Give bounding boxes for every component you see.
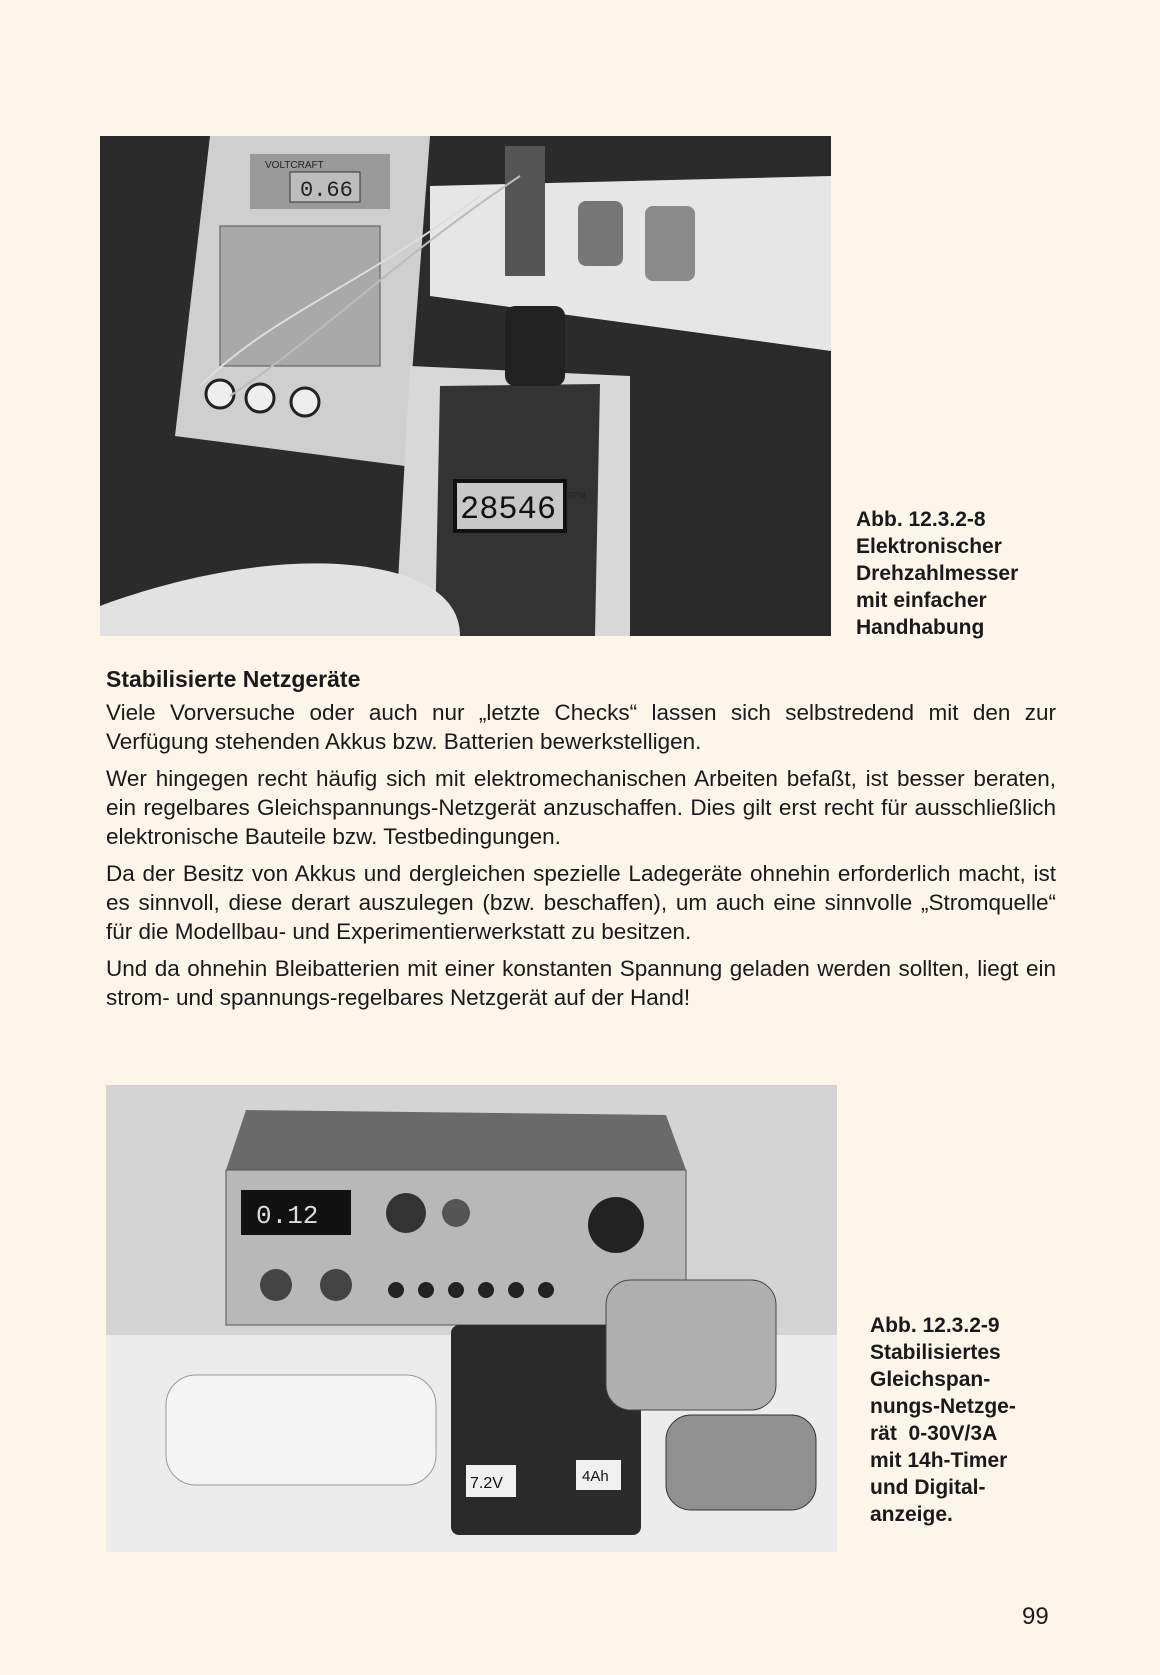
paragraph: Da der Besitz von Akkus und dergleichen spezielle Ladegeräte ohnehin erforderlich macht, ist es sinnvoll, diese derart auszulegen (bzw. beschaffen), um auch eine sinnvolle „Stromquelle“ für die Modellbau- und Experimentierwerkstatt zu besitzen. <box>106 861 1056 944</box>
body-text <box>106 698 1056 1020</box>
figure-photo-power-supply <box>106 1085 837 1552</box>
figure-caption-12-3-2-8 <box>856 506 1056 641</box>
multimeter-display: 0.66 <box>300 178 353 203</box>
battery-pack-cells <box>166 1375 436 1485</box>
figure-caption-12-3-2-9 <box>870 1312 1060 1528</box>
motor-icon <box>578 201 623 266</box>
socket-icon <box>206 380 234 408</box>
caption-line: Abb. 12.3.2-8 <box>856 508 986 531</box>
paragraph: Viele Vorversuche oder auch nur „letzte Checks“ lassen sich selbstredend mit den zur Verfügung stehenden Akkus bzw. Batterien bewerkstelligen. <box>106 700 1056 754</box>
battery-pack <box>606 1280 776 1410</box>
motor-icon <box>645 206 695 281</box>
knob-icon <box>386 1193 426 1233</box>
knob-icon <box>260 1269 292 1301</box>
caption-line: Stabilisiertes <box>870 1341 1001 1364</box>
battery-pack <box>666 1415 816 1510</box>
caption-line: mit 14h-Timer <box>870 1449 1008 1472</box>
caption-line: und Digital- <box>870 1476 986 1499</box>
knob-icon <box>320 1269 352 1301</box>
caption-line: Handhabung <box>856 616 985 639</box>
caption-line: mit einfacher <box>856 589 987 612</box>
tachometer-sensor <box>505 306 565 386</box>
psu-display: 0.12 <box>256 1201 319 1231</box>
tachometer-illustration <box>100 136 831 636</box>
motor-icon <box>505 146 545 276</box>
tachometer-display: 28546 <box>460 491 557 528</box>
section-heading: Stabilisierte Netzgeräte <box>106 666 361 692</box>
caption-line: Elektronischer <box>856 535 1002 558</box>
knob-icon <box>442 1199 470 1227</box>
socket-icon <box>246 384 274 412</box>
tachometer-unit: RPM <box>568 491 586 500</box>
battery-label-capacity: 4Ah <box>582 1468 609 1485</box>
caption-line: Gleichspan- <box>870 1368 991 1391</box>
paragraph: Und da ohnehin Bleibatterien mit einer konstanten Spannung geladen werden sollten, liegt ein strom- und spannungs-regelbares Netzgerät auf der Hand! <box>106 956 1056 1010</box>
meter-brand: VOLTCRAFT <box>265 160 324 171</box>
battery-label-voltage: 7.2V <box>470 1475 503 1492</box>
caption-line: Abb. 12.3.2-9 <box>870 1314 1000 1337</box>
paragraph: Wer hingegen recht häufig sich mit elektromechanischen Arbeiten befaßt, ist besser beraten, ein regelbares Gleichspannungs-Netzgerät anzuschaffen. Dies gilt erst recht für ausschließlich elektronische Bauteile bzw. Testbedingungen. <box>106 766 1056 849</box>
caption-line: anzeige. <box>870 1503 953 1526</box>
page-number: 99 <box>1022 1603 1049 1630</box>
socket-icon <box>291 388 319 416</box>
power-supply-illustration <box>106 1085 837 1552</box>
figure-photo-tachometer <box>100 136 831 636</box>
meter-icon <box>588 1197 644 1253</box>
caption-line: rät 0-30V/3A <box>870 1422 998 1445</box>
caption-line: nungs-Netzge- <box>870 1395 1016 1418</box>
caption-line: Drehzahlmesser <box>856 562 1019 585</box>
